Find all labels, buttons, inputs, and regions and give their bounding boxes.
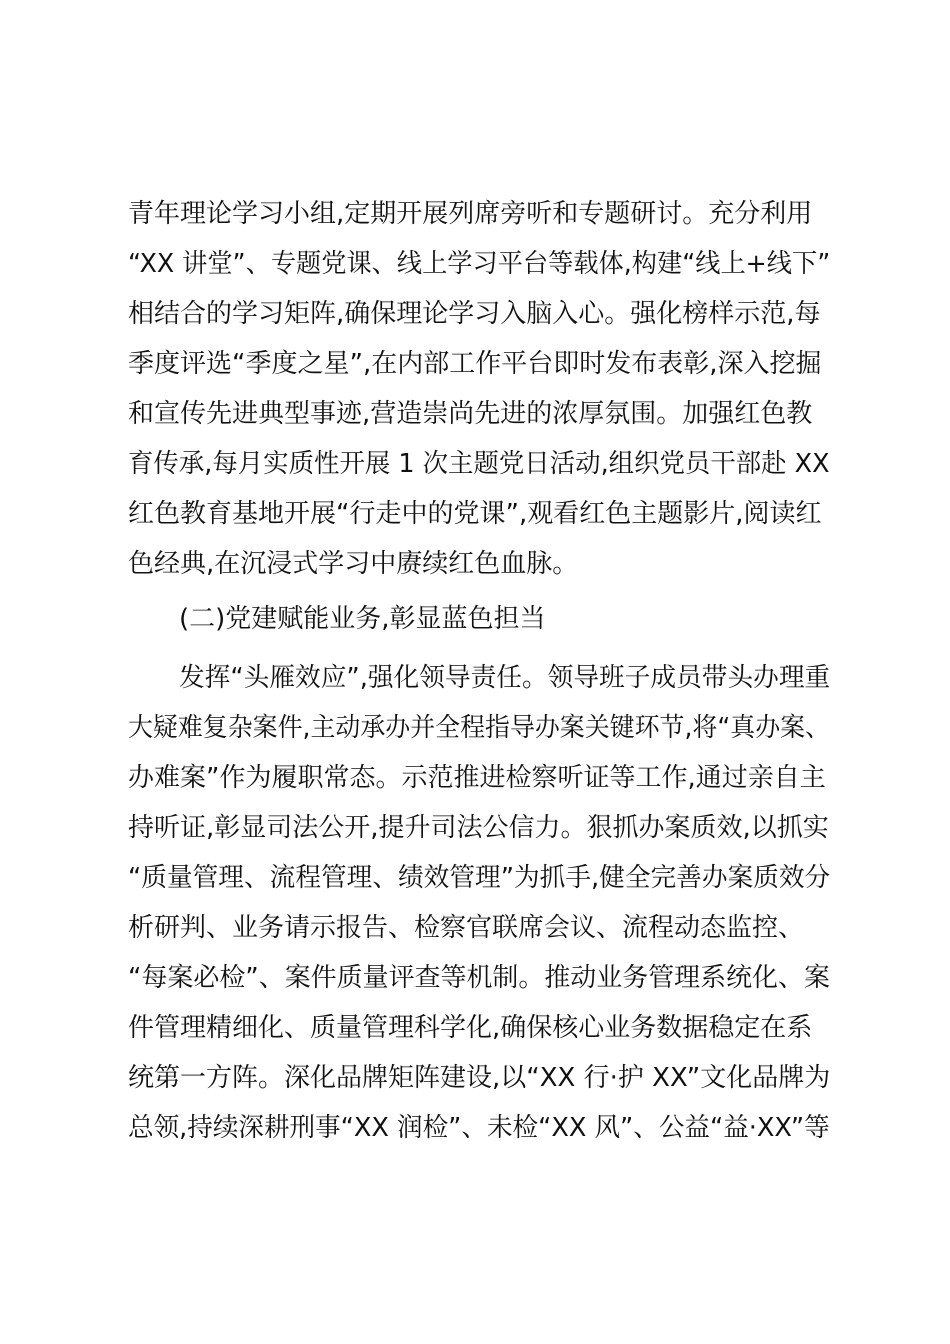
- text-line-14: 析研判、业务请示报告、检察官联席会议、流程动态监控、: [128, 913, 805, 943]
- text-line-18: 总领,持续深耕刑事“XX 润检”、未检“XX 风”、公益“益·XX”等: [128, 1113, 830, 1143]
- text-line-7: 红色教育基地开展“行走中的党课”,观看红色主题影片,阅读红: [128, 499, 822, 529]
- text-line-4: 季度评选“季度之星”,在内部工作平台即时发布表彰,深入挖掘: [128, 349, 822, 379]
- text-line-3: 相结合的学习矩阵,确保理论学习入脑入心。强化榜样示范,每: [128, 299, 821, 329]
- text-line-10: 大疑难复杂案件,主动承办并全程指导办案关键环节,将“真办案、: [128, 713, 830, 743]
- text-line-15: “每案必检”、案件质量评查等机制。推动业务管理系统化、案: [128, 963, 830, 993]
- text-line-1: 青年理论学习小组,定期开展列席旁听和专题研讨。充分利用: [128, 199, 813, 229]
- text-line-5: 和宣传先进典型事迹,营造崇尚先进的浓厚氛围。加强红色教: [128, 399, 813, 429]
- text-line-11: 办难案”作为履职常态。示范推进检察听证等工作,通过亲自主: [128, 763, 826, 793]
- text-line-16: 件管理精细化、质量管理科学化,确保核心业务数据稳定在系: [128, 1013, 813, 1043]
- text-line-9: 发挥“头雁效应”,强化领导责任。领导班子成员带头办理重: [179, 663, 831, 693]
- text-line-6: 育传承,每月实质性开展 1 次主题党日活动,组织党员干部赴 XX: [128, 449, 830, 479]
- text-line-17: 统第一方阵。深化品牌矩阵建设,以“XX 行·护 XX”文化品牌为: [128, 1063, 831, 1093]
- text-line-12: 持听证,彰显司法公开,提升司法公信力。狠抓办案质效,以抓实: [128, 813, 829, 843]
- text-line-13: “质量管理、流程管理、绩效管理”为抓手,健全完善办案质效分: [128, 863, 831, 893]
- text-line-2: “XX 讲堂”、专题党课、线上学习平台等载体,构建“线上+线下”: [128, 249, 831, 279]
- section-heading: (二)党建赋能业务,彰显蓝色担当: [179, 604, 546, 634]
- text-line-8: 色经典,在沉浸式学习中赓续红色血脉。: [128, 549, 579, 579]
